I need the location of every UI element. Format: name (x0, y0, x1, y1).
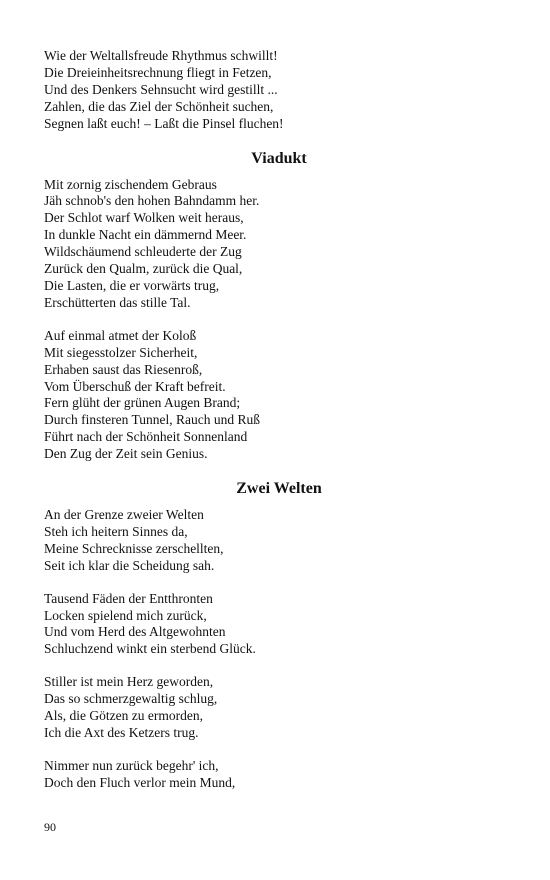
stanza (44, 591, 514, 659)
poem-line: Wie der Weltallsfreude Rhythmus schwillt! (44, 48, 278, 63)
poem-line: Zahlen, die das Ziel der Schönheit suchen, (44, 98, 274, 114)
poem-line: Fern glüht der grünen Augen Brand; (44, 395, 241, 411)
poem-title-zwei-welten: Zwei Welten (236, 480, 322, 498)
stanza (44, 507, 514, 575)
poem-line: Segnen laßt euch! – Laßt die Pinsel fluchen! (44, 115, 284, 131)
poem-line: Steh ich heitern Sinnes da, (44, 523, 188, 539)
poem-line: Nimmer nun zurück begehr' ich, (44, 757, 219, 773)
poem-line: Locken spielend mich zurück, (44, 607, 207, 623)
poem-line: Meine Schrecknisse zerschellten, (44, 540, 224, 556)
poem-line: In dunkle Nacht ein dämmernd Meer. (44, 227, 247, 243)
poem-line: Auf einmal atmet der Koloß (44, 327, 197, 343)
poem-line: Jäh schnob's den hohen Bahndamm her. (44, 193, 260, 209)
poem-line: Schluchzend winkt ein sterbend Glück. (44, 641, 256, 657)
poem-line: Mit siegesstolzer Sicherheit, (44, 344, 198, 360)
poem-line: Ich die Axt des Ketzers trug. (44, 725, 199, 740)
poem-line: Die Lasten, die er vorwärts trug, (44, 277, 220, 293)
poem-line: Als, die Götzen zu ermorden, (44, 708, 203, 724)
poem-line: Seit ich klar die Scheidung sah. (44, 557, 215, 573)
stanza (44, 48, 514, 133)
poem-line: Zurück den Qualm, zurück die Qual, (44, 261, 243, 277)
poem-line: Und des Denkers Sehnsucht wird gestillt ... (44, 81, 278, 97)
poem-line: Das so schmerzgewaltig schlug, (44, 691, 218, 707)
page-number: 90 (44, 820, 56, 834)
poem-line: Stiller ist mein Herz geworden, (44, 674, 214, 690)
poem-line: Wildschäumend schleuderte der Zug (44, 244, 242, 260)
poem-line: Erschütterten das stille Tal. (44, 294, 191, 310)
poem-title-viadukt: Viadukt (251, 149, 307, 167)
stanza (44, 758, 514, 792)
poem-line: Durch finsteren Tunnel, Rauch und Ruß (44, 412, 260, 428)
stanza (44, 674, 514, 742)
page-content (44, 48, 514, 808)
poem-line: An der Grenze zweier Welten (44, 507, 204, 523)
poem-line: Die Dreieinheitsrechnung fliegt in Fetzen, (44, 64, 272, 80)
poem-line: Tausend Fäden der Entthronten (44, 590, 213, 606)
stanza (44, 328, 514, 463)
poem-line: Vom Überschuß der Kraft befreit. (44, 378, 226, 394)
poem-line: Erhaben saust das Riesenroß, (44, 361, 203, 377)
poem-line: Mit zornig zischendem Gebraus (44, 176, 217, 192)
poem-line: Der Schlot warf Wolken weit heraus, (44, 210, 244, 226)
poem-line: Doch den Fluch verlor mein Mund, (44, 774, 236, 790)
stanza (44, 177, 514, 312)
poem-line: Führt nach der Schönheit Sonnenland (44, 429, 248, 445)
poem-line: Den Zug der Zeit sein Genius. (44, 446, 208, 462)
poem-line: Und vom Herd des Altgewohnten (44, 624, 226, 640)
